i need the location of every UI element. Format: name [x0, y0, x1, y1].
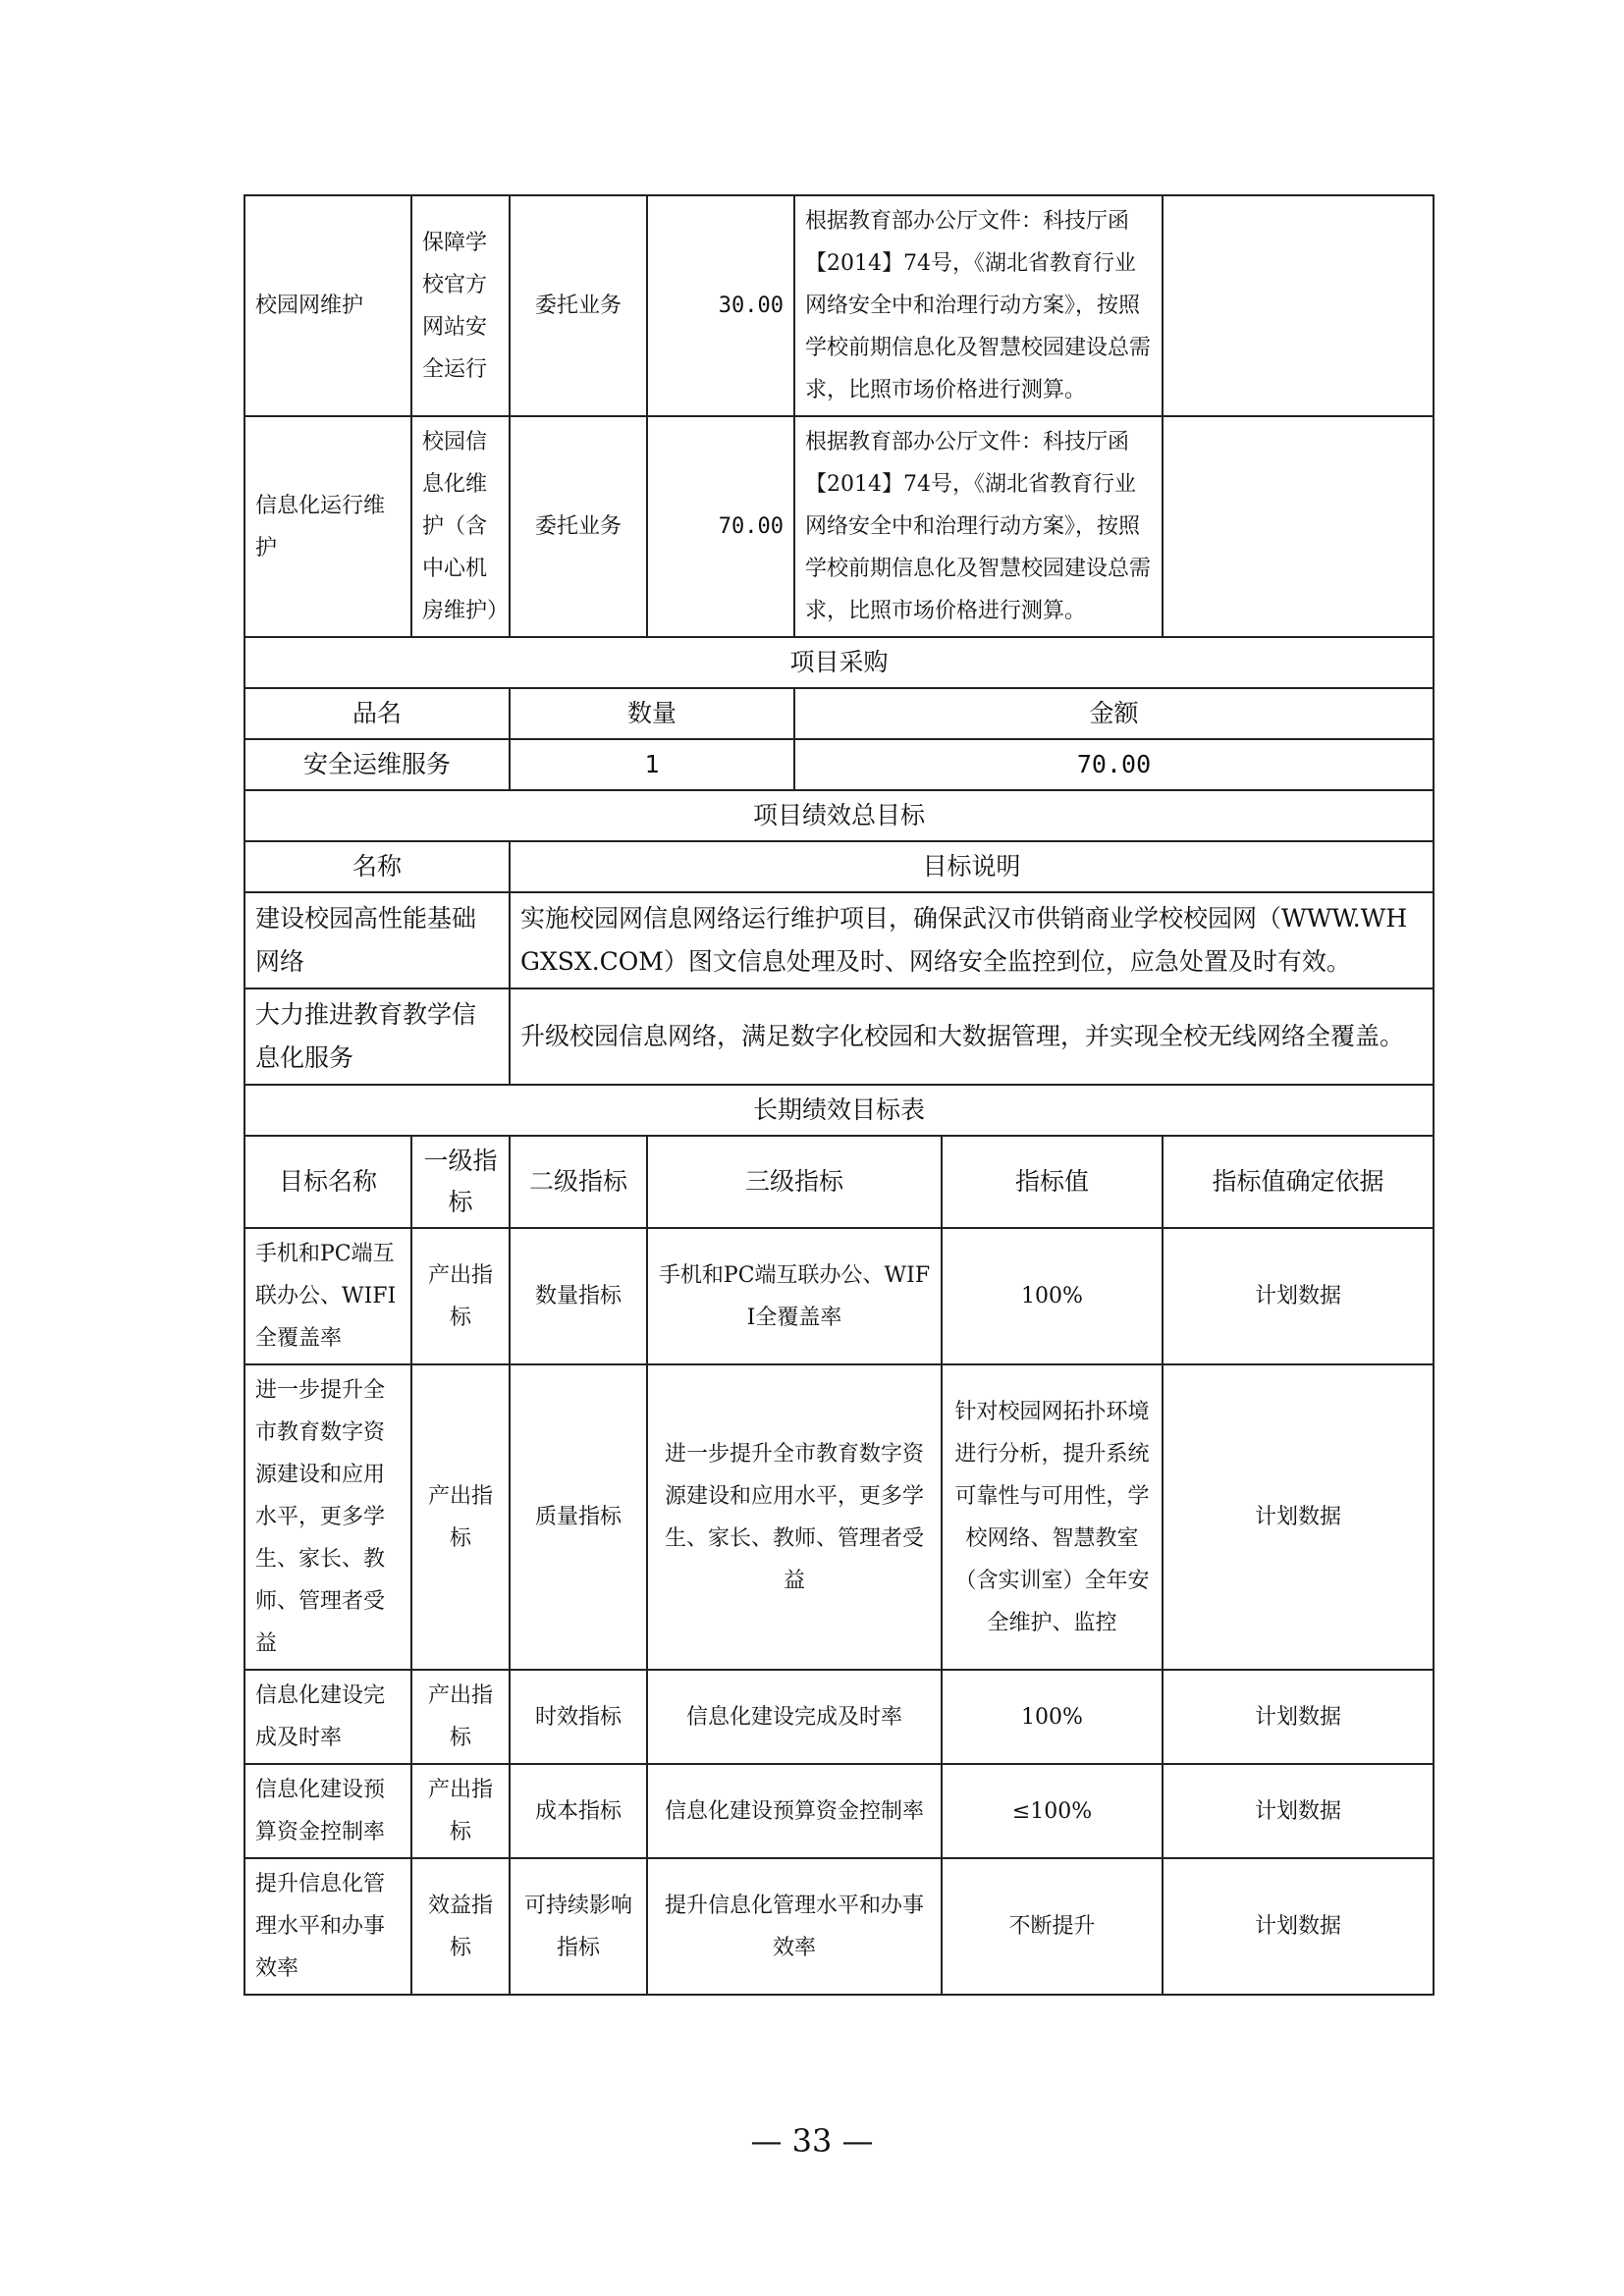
- budget-row: [244, 195, 1434, 416]
- longterm-l2: 成本指标: [510, 1764, 647, 1858]
- longterm-l3: 进一步提升全市教育数字资源建设和应用水平，更多学生、家长、教师、管理者受益: [647, 1364, 942, 1670]
- longterm-row: [244, 1764, 1434, 1858]
- procurement-amount: 70.00: [794, 739, 1434, 790]
- longterm-header-l3: 三级指标: [647, 1136, 942, 1228]
- procurement-qty: 1: [510, 739, 794, 790]
- overall-row: [244, 988, 1434, 1085]
- procurement-header-row: [244, 688, 1434, 739]
- longterm-title-row: [244, 1085, 1434, 1136]
- longterm-name: 手机和PC端互联办公、WIFI全覆盖率: [244, 1228, 411, 1364]
- longterm-name: 进一步提升全市教育数字资源建设和应用水平，更多学生、家长、教师、管理者受益: [244, 1364, 411, 1670]
- budget-type: 委托业务: [510, 195, 647, 416]
- longterm-header-l2: 二级指标: [510, 1136, 647, 1228]
- longterm-l1: 产出指标: [411, 1228, 510, 1364]
- overall-title-row: [244, 790, 1434, 841]
- budget-item: 信息化运行维护: [244, 416, 411, 637]
- overall-name: 大力推进教育教学信息化服务: [244, 988, 510, 1085]
- procurement-title-row: [244, 637, 1434, 688]
- longterm-header-basis: 指标值确定依据: [1163, 1136, 1434, 1228]
- overall-header-row: [244, 841, 1434, 892]
- procurement-title: 项目采购: [244, 637, 1434, 688]
- longterm-row: [244, 1858, 1434, 1995]
- procurement-header-amount: 金额: [794, 688, 1434, 739]
- longterm-header-row: [244, 1136, 1434, 1228]
- procurement-name: 安全运维服务: [244, 739, 510, 790]
- longterm-value: 针对校园网拓扑环境进行分析，提升系统可靠性与可用性，学校网络、智慧教室（含实训室）全年安全维护、监控: [942, 1364, 1163, 1670]
- overall-header-name: 名称: [244, 841, 510, 892]
- longterm-value: 不断提升: [942, 1858, 1163, 1995]
- budget-row: [244, 416, 1434, 637]
- overall-header-desc: 目标说明: [510, 841, 1434, 892]
- longterm-l1: 效益指标: [411, 1858, 510, 1995]
- budget-amount: 70.00: [647, 416, 794, 637]
- overall-desc: 升级校园信息网络，满足数字化校园和大数据管理，并实现全校无线网络全覆盖。: [510, 988, 1434, 1085]
- longterm-name: 提升信息化管理水平和办事效率: [244, 1858, 411, 1995]
- longterm-row: [244, 1670, 1434, 1764]
- overall-row: [244, 892, 1434, 988]
- procurement-header-qty: 数量: [510, 688, 794, 739]
- budget-item: 校园网维护: [244, 195, 411, 416]
- longterm-header-l1: 一级指标: [411, 1136, 510, 1228]
- longterm-basis: 计划数据: [1163, 1228, 1434, 1364]
- longterm-row: [244, 1228, 1434, 1364]
- longterm-name: 信息化建设预算资金控制率: [244, 1764, 411, 1858]
- longterm-l1: 产出指标: [411, 1764, 510, 1858]
- overall-desc: 实施校园网信息网络运行维护项目，确保武汉市供销商业学校校园网（WWW.WHGXSX.COM）图文信息处理及时、网络安全监控到位，应急处置及时有效。: [510, 892, 1434, 988]
- longterm-value: 100%: [942, 1228, 1163, 1364]
- budget-note: [1163, 195, 1434, 416]
- longterm-l2: 质量指标: [510, 1364, 647, 1670]
- budget-amount: 30.00: [647, 195, 794, 416]
- budget-basis: 根据教育部办公厅文件：科技厅函【2014】74号，《湖北省教育行业网络安全中和治理行动方案》，按照学校前期信息化及智慧校园建设总需求，比照市场价格进行测算。: [794, 416, 1163, 637]
- overall-title: 项目绩效总目标: [244, 790, 1434, 841]
- budget-purpose: 保障学校官方网站安全运行: [411, 195, 510, 416]
- longterm-l3: 提升信息化管理水平和办事效率: [647, 1858, 942, 1995]
- longterm-name: 信息化建设完成及时率: [244, 1670, 411, 1764]
- procurement-row: [244, 739, 1434, 790]
- longterm-basis: 计划数据: [1163, 1364, 1434, 1670]
- longterm-header-name: 目标名称: [244, 1136, 411, 1228]
- budget-note: [1163, 416, 1434, 637]
- budget-performance-table: [244, 194, 1435, 1996]
- longterm-l2: 数量指标: [510, 1228, 647, 1364]
- longterm-l2: 时效指标: [510, 1670, 647, 1764]
- longterm-row: [244, 1364, 1434, 1670]
- overall-name: 建设校园高性能基础网络: [244, 892, 510, 988]
- longterm-header-value: 指标值: [942, 1136, 1163, 1228]
- longterm-l3: 信息化建设预算资金控制率: [647, 1764, 942, 1858]
- longterm-value: ≤100%: [942, 1764, 1163, 1858]
- longterm-l3: 信息化建设完成及时率: [647, 1670, 942, 1764]
- budget-type: 委托业务: [510, 416, 647, 637]
- budget-basis: 根据教育部办公厅文件：科技厅函【2014】74号，《湖北省教育行业网络安全中和治理行动方案》，按照学校前期信息化及智慧校园建设总需求，比照市场价格进行测算。: [794, 195, 1163, 416]
- longterm-basis: 计划数据: [1163, 1670, 1434, 1764]
- procurement-header-name: 品名: [244, 688, 510, 739]
- page-number: — 33 —: [750, 2122, 874, 2160]
- longterm-l2: 可持续影响指标: [510, 1858, 647, 1995]
- longterm-l1: 产出指标: [411, 1670, 510, 1764]
- longterm-value: 100%: [942, 1670, 1163, 1764]
- longterm-l1: 产出指标: [411, 1364, 510, 1670]
- longterm-basis: 计划数据: [1163, 1858, 1434, 1995]
- budget-purpose: 校园信息化维护（含中心机房维护）: [411, 416, 510, 637]
- longterm-basis: 计划数据: [1163, 1764, 1434, 1858]
- longterm-l3: 手机和PC端互联办公、WIFI全覆盖率: [647, 1228, 942, 1364]
- longterm-title: 长期绩效目标表: [244, 1085, 1434, 1136]
